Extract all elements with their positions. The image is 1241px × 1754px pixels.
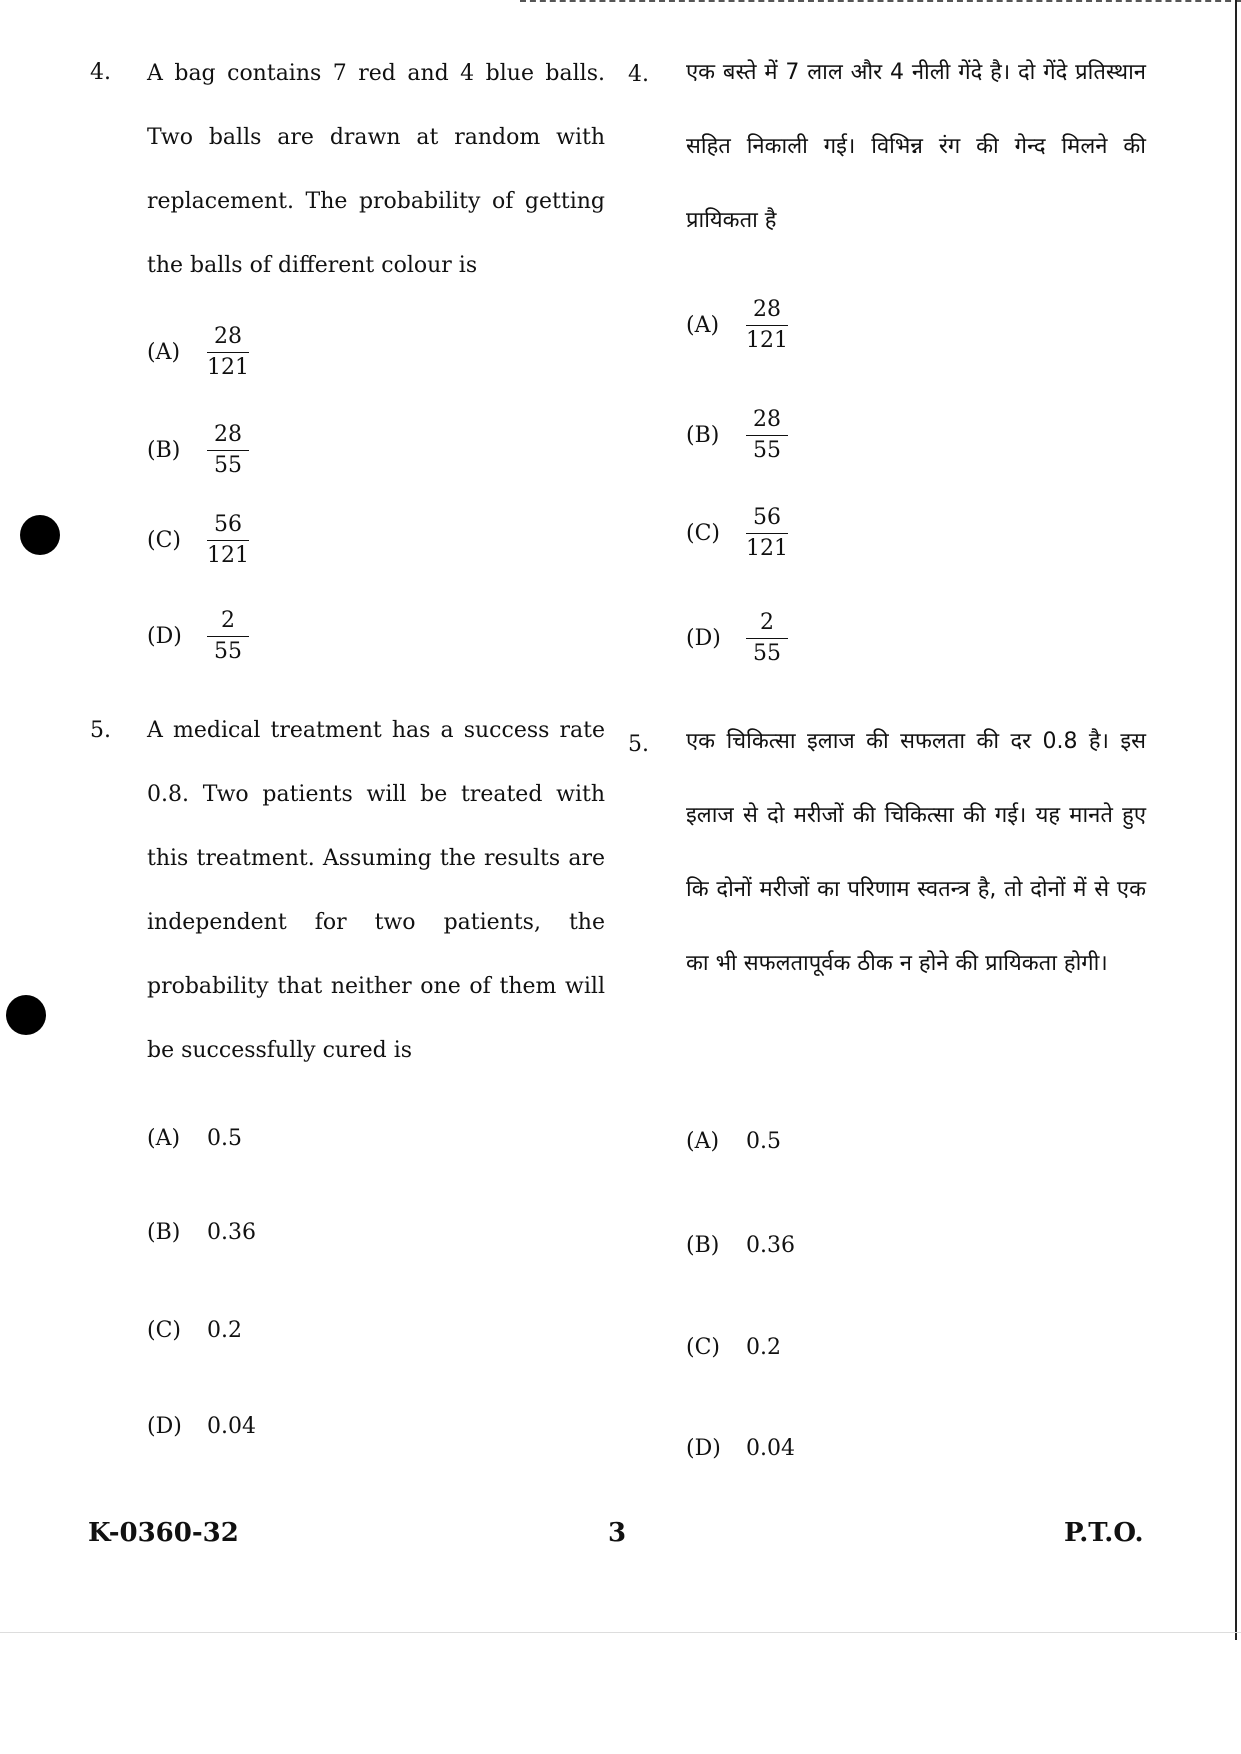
q4-text-hi: एक बस्ते में 7 लाल और 4 नीली गेंदे है। दो गेंदे प्रतिस्थान सहित निकाली गई। विभिन्न रंग की गेन्द मिलने की प्रायिकता है — [686, 60, 1146, 233]
q4-option-a-en: (A) $\frac{28}{121}$ — [147, 324, 249, 380]
q5-option-c-en: (C) 0.2 — [147, 1318, 242, 1343]
q5-option-d-hi: (D) 0.04 — [686, 1436, 795, 1461]
page-number: 3 — [608, 1518, 627, 1548]
punch-hole-top — [20, 515, 60, 555]
q4-option-b-hi: (B) $\frac{28}{55}$ — [686, 405, 788, 466]
q5-option-c-hi: (C) 0.2 — [686, 1335, 781, 1360]
pto-label: P.T.O. — [1064, 1518, 1144, 1548]
q4-text-en: A bag contains 7 red and 4 blue balls. Two balls are drawn at random with replacement. The probability of getting the balls of different colour is — [147, 61, 605, 278]
right-border-line — [1235, 0, 1237, 1640]
q5-text-hi: एक चिकित्सा इलाज की सफलता की दर 0.8 है। इस इलाज से दो मरीजों की चिकित्सा की गई। यह मानते हुए कि दोनों मरीजों का परिणाम स्वतन्त्र है, तो दोनों में से एक का भी सफलतापूर्वक ठीक न होने की प्रायिकता होगी। — [686, 729, 1146, 976]
punch-hole-bottom — [6, 995, 46, 1035]
q5-number-en: 5. — [90, 718, 111, 743]
paper-code: K-0360-32 — [88, 1518, 239, 1548]
q5-option-d-en: (D) 0.04 — [147, 1414, 256, 1439]
q4-option-c-hi: (C) $\frac{56}{121}$ — [686, 505, 788, 561]
top-border-line — [520, 0, 1241, 2]
q4-option-d-hi: (D) $\frac{2}{55}$ — [686, 608, 788, 669]
q4-option-d-en: (D) $\frac{2}{55}$ — [147, 606, 249, 667]
q4-option-b-en: (B) $\frac{28}{55}$ — [147, 420, 249, 481]
q5-option-a-en: (A) 0.5 — [147, 1126, 242, 1151]
q4-option-c-en: (C) $\frac{56}{121}$ — [147, 512, 249, 568]
q5-option-b-hi: (B) 0.36 — [686, 1233, 795, 1258]
q5-option-b-en: (B) 0.36 — [147, 1220, 256, 1245]
q4-number-hi: 4. — [628, 62, 649, 87]
q4-option-a-hi: (A) $\frac{28}{121}$ — [686, 297, 788, 353]
q5-text-en: A medical treatment has a success rate 0.8. Two patients will be treated with this treatment. Assuming the results are independent for two patients, the probability that neither one of them will be successfully cured is — [147, 718, 605, 1063]
q5-option-a-hi: (A) 0.5 — [686, 1129, 781, 1154]
q4-number-en: 4. — [90, 60, 111, 85]
q5-number-hi: 5. — [628, 732, 649, 757]
scan-edge — [0, 1632, 1241, 1633]
